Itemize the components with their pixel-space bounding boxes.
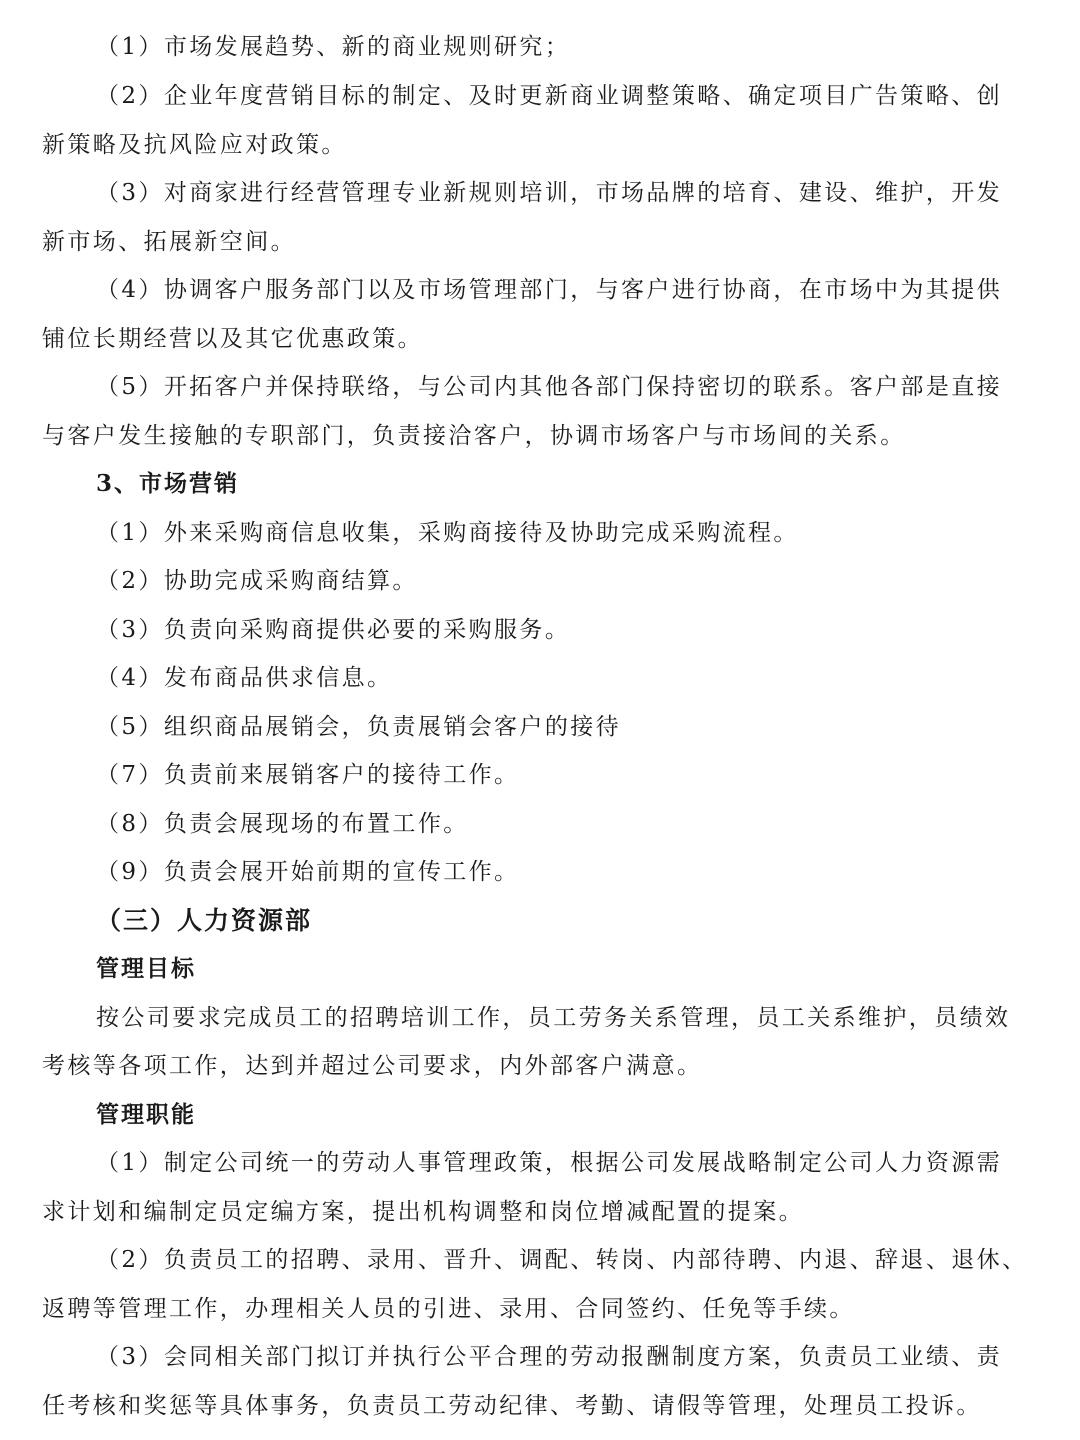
list-item: （7）负责前来展销客户的接待工作。 [96,762,520,788]
paragraph-line: （5）开拓客户并保持联络，与公司内其他各部门保持密切的联系。客户部是直接 [96,374,1003,400]
paragraph-line: （2）负责员工的招聘、录用、晋升、调配、转岗、内部待聘、内退、辞退、退休、 [96,1247,1028,1273]
list-item: （8）负责会展现场的布置工作。 [96,811,469,837]
list-item: （4）发布商品供求信息。 [96,665,393,691]
list-item: （5）组织商品展销会，负责展销会客户的接待 [96,714,622,740]
paragraph-line: 任考核和奖惩等具体事务，负责员工劳动纪律、考勤、请假等管理，处理员工投诉。 [42,1393,982,1419]
paragraph-line: （1）制定公司统一的劳动人事管理政策，根据公司发展战略制定公司人力资源需 [96,1150,1003,1176]
list-item: （9）负责会展开始前期的宣传工作。 [96,859,520,885]
paragraph-line: 考核等各项工作，达到并超过公司要求，内外部客户满意。 [42,1053,703,1079]
paragraph-line: （3）会同相关部门拟订并执行公平合理的劳动报酬制度方案，负责员工业绩、责 [96,1344,1003,1370]
list-item: （1）外来采购商信息收集，采购商接待及协助完成采购流程。 [96,520,799,546]
subsection-heading: 管理职能 [96,1101,196,1128]
list-item: （3）负责向采购商提供必要的采购服务。 [96,617,571,643]
paragraph-line: 返聘等管理工作，办理相关人员的引进、录用、合同签约、任免等手续。 [42,1296,855,1322]
paragraph-line: 新市场、拓展新空间。 [42,229,296,255]
paragraph-line: （4）协调客户服务部门以及市场管理部门，与客户进行协商，在市场中为其提供 [96,277,1003,303]
paragraph-line: （1）市场发展趋势、新的商业规则研究； [96,34,571,60]
list-item: （2）协助完成采购商结算。 [96,568,418,594]
paragraph-line: 按公司要求完成员工的招聘培训工作，员工劳务关系管理，员工关系维护，员绩效 [96,1005,1011,1031]
paragraph-line: 新策略及抗风险应对政策。 [42,132,347,158]
paragraph-line: 与客户发生接触的专职部门，负责接洽客户，协调市场客户与市场间的关系。 [42,423,906,449]
section-heading: 3、市场营销 [96,470,240,497]
subsection-heading: 管理目标 [96,955,196,982]
paragraph-line: （2）企业年度营销目标的制定、及时更新商业调整策略、确定项目广告策略、创 [96,83,1003,109]
paragraph-line: （3）对商家进行经营管理专业新规则培训，市场品牌的培育、建设、维护，开发 [96,180,1003,206]
section-heading: （三）人力资源部 [96,906,313,935]
paragraph-line: 铺位长期经营以及其它优惠政策。 [42,326,423,352]
paragraph-line: 求计划和编制定员定编方案，提出机构调整和岗位增减配置的提案。 [42,1199,804,1225]
